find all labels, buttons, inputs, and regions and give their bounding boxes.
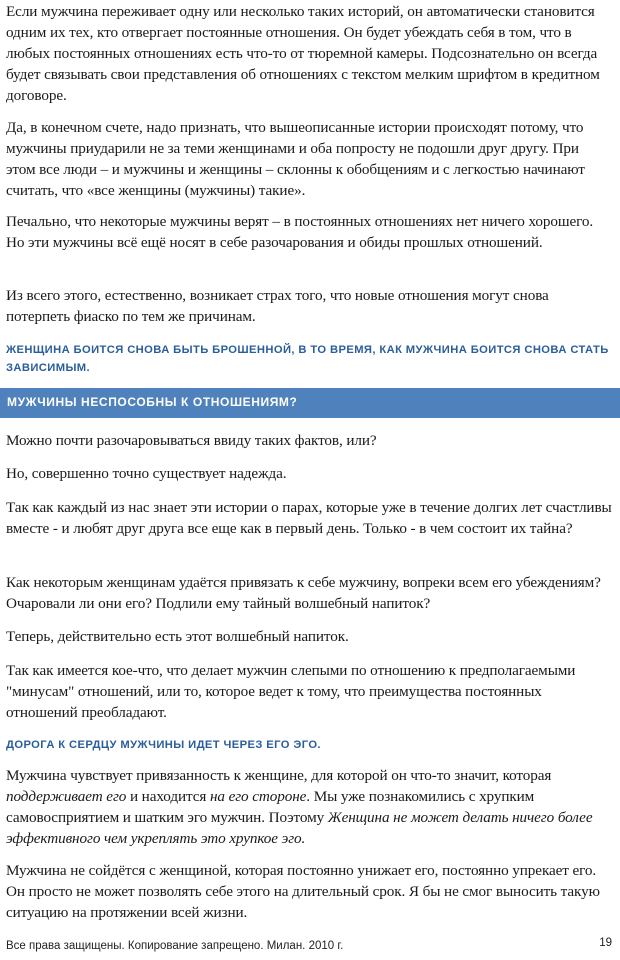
paragraph-11 [6,765,612,849]
paragraph-10: Так как имеется кое-что, что делает мужчин слепыми по отношению к предполагаемыми "минусам" отношений, или то, которое ведет к тому, что преимущества постоянных отношений преобладают. [6,662,576,721]
text-segment: . Мы уже познакомились с хрупким самовосприятием и шатким эго мужчин. Поэтому [6,788,535,826]
paragraph-12: Мужчина не сойдётся с женщиной, которая постоянно унижает его, постоянно упрекает его. Он просто не может позволять себе этого на длительный срок. Я бы не смог выносить такую ситуацию на протяжении всей жизни. [6,862,600,921]
subheading-fear: ЖЕНЩИНА БОИТСЯ СНОВА БЫТЬ БРОШЕННОЙ, В ТО ВРЕМЯ, КАК МУЖЧИНА БОИТСЯ СНОВА СТАТЬ ЗАВИСИМЫМ. [6,344,609,374]
subheading-ego: ДОРОГА К СЕРДЦУ МУЖЧИНЫ ИДЕТ ЧЕРЕЗ ЕГО ЭГО. [6,739,321,751]
section-banner [0,388,620,418]
paragraph-4: Из всего этого, естественно, возникает страх того, что новые отношения могут снова потерпеть фиаско по тем же причинам. [6,287,549,325]
paragraph-6: Но, совершенно точно существует надежда. [6,465,287,482]
text-segment: Мужчина чувствует привязанность к женщине, для которой он что-то значит, которая [6,767,552,784]
footer-copyright: Все права защищены. Копирование запрещено. Милан. 2010 г. [6,940,344,952]
emphasis-supports: поддерживает его [6,788,127,805]
paragraph-5: Можно почти разочаровываться ввиду таких фактов, или? [6,432,377,449]
page-number: 19 [599,937,612,949]
paragraph-2: Да, в конечном счете, надо признать, что вышеописанные истории происходят потому, что мужчины приударили не за теми женщинами и оба попросту не подошли друг другу. При этом все люди – и мужчины и женщины – склонны к обобщениям и с легкостью начинают считать, что «все женщины (мужчины) такие». [6,119,585,199]
paragraph-9: Теперь, действительно есть этот волшебный напиток. [6,628,349,645]
text-segment: и находится [126,788,210,805]
paragraph-1: Если мужчина переживает одну или несколько таких историй, он автоматически становится одним их тех, кто отвергает постоянные отношения. Он будет убеждать себя в том, что в любых постоянных отношениях есть что-то от тюремной камеры. Подсознательно он всегда будет связывать свои представления об отношениях с текстом мелким шрифтом в кредитном договоре. [6,3,600,104]
section-title: МУЖЧИНЫ НЕСПОСОБНЫ К ОТНОШЕНИЯМ? [7,395,298,409]
paragraph-8: Как некоторым женщинам удаётся привязать к себе мужчину, вопреки всем его убеждениям? Очаровали ли они его? Подлили ему тайный волшебный напиток? [6,574,601,612]
emphasis-his-side: на его стороне [209,788,307,805]
paragraph-7: Так как каждый из нас знает эти истории о парах, которые уже в течение долгих лет счастливы вместе - и любят друг друга все еще как в первый день. Только - в чем состоит их тайна? [6,499,612,537]
emphasis-conclusion: Женщина не может делать ничего более эффективного чем укреплять это хрупкое эго. [6,809,593,847]
paragraph-3: Печально, что некоторые мужчины верят – в постоянных отношениях нет ничего хорошего. Но эти мужчины всё ещё носят в себе разочарования и обиды прошлых отношений. [6,213,594,251]
